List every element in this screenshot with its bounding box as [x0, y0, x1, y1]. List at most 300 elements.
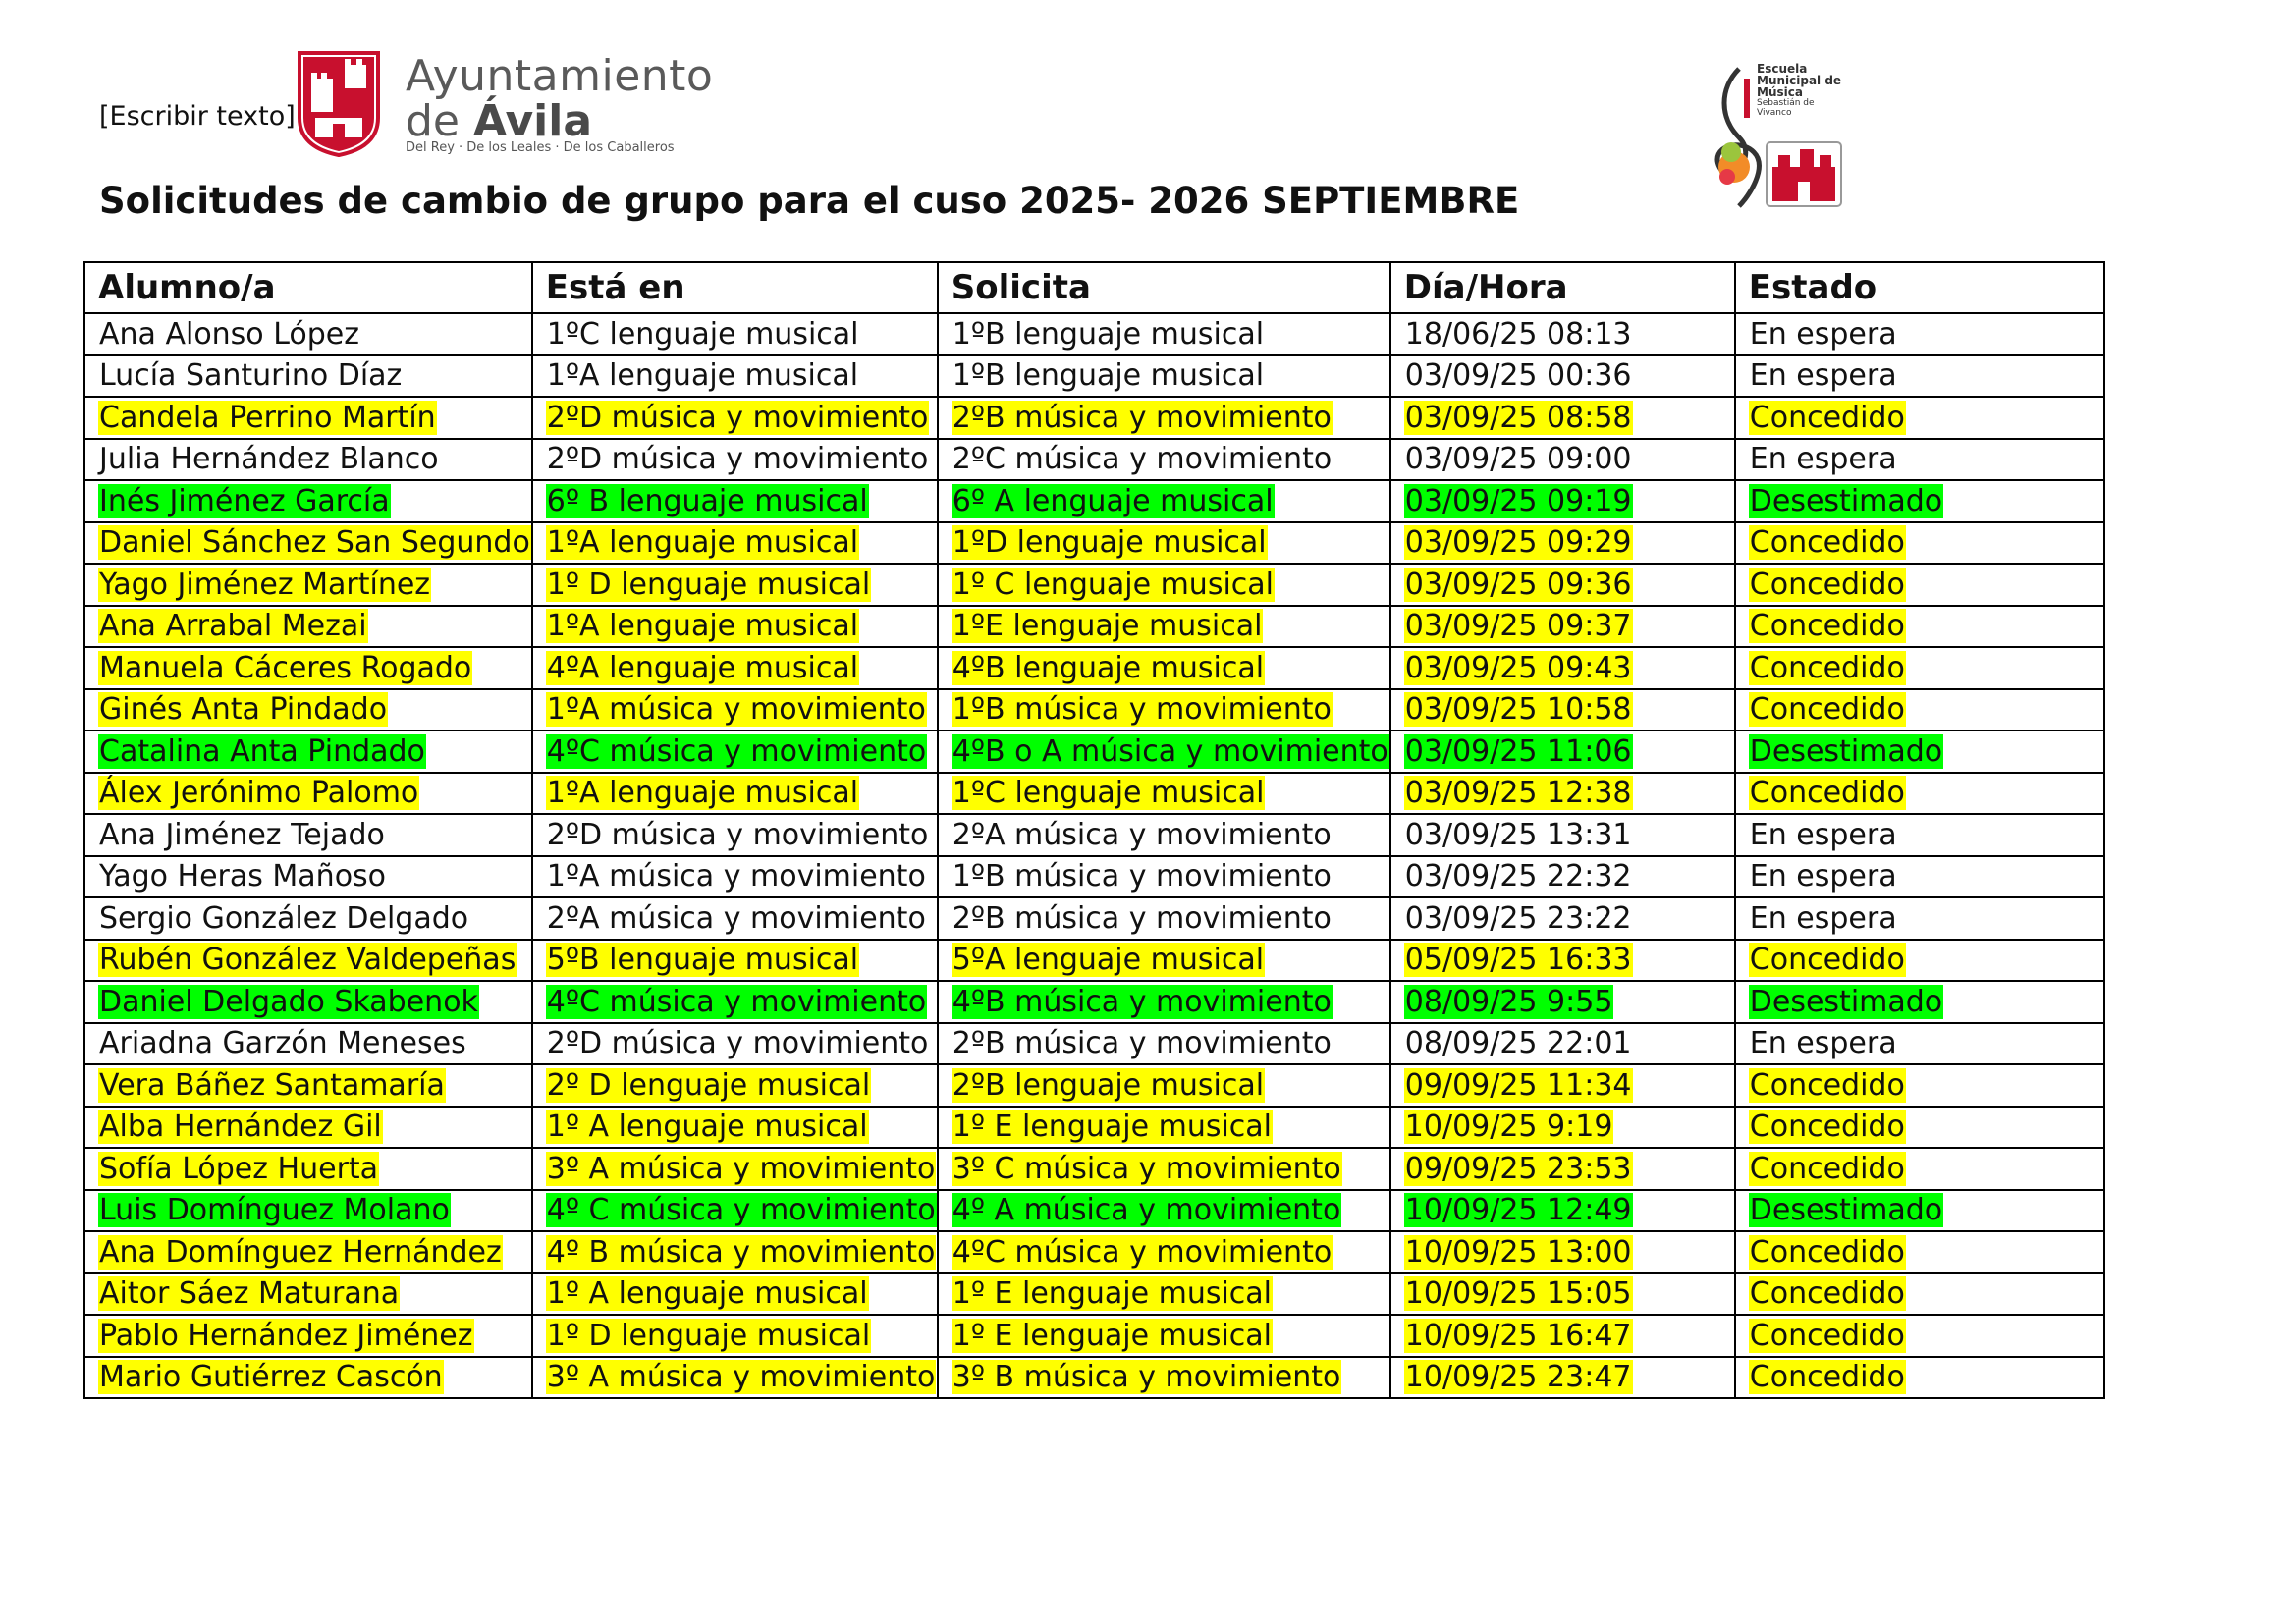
alumno-cell-text: Lucía Santurino Díaz: [99, 358, 403, 394]
dia-hora-cell-text: 03/09/25 09:36: [1404, 567, 1632, 602]
dia-hora-cell: [1390, 940, 1735, 982]
table-row: [84, 814, 2104, 856]
column-header-esta-en: Está en: [532, 262, 938, 313]
estado-cell: [1735, 355, 2104, 398]
estado-cell-text: En espera: [1749, 900, 1897, 936]
estado-cell: [1735, 689, 2104, 731]
dia-hora-cell-text: 10/09/25 9:19: [1404, 1110, 1613, 1145]
alumno-cell-text: Daniel Delgado Skabenok: [99, 984, 478, 1019]
estado-cell-text: Concedido: [1749, 1110, 1905, 1145]
column-header-dia-hora: Día/Hora: [1390, 262, 1735, 313]
estado-cell-text: Desestimado: [1749, 984, 1943, 1019]
solicita-cell: [938, 814, 1390, 856]
alumno-cell: [84, 773, 532, 815]
solicita-cell-text: 2ºC música y movimiento: [952, 442, 1333, 477]
esta-en-cell: [532, 313, 938, 355]
dia-hora-cell: [1390, 1107, 1735, 1149]
esta-en-cell: [532, 606, 938, 648]
estado-cell-text: Concedido: [1749, 1276, 1905, 1312]
alumno-cell: [84, 480, 532, 522]
alumno-cell-text: Manuela Cáceres Rogado: [99, 650, 472, 685]
solicitudes-table: [83, 261, 2105, 1399]
esta-en-cell: [532, 1107, 938, 1149]
estado-cell: [1735, 313, 2104, 355]
estado-cell: [1735, 1315, 2104, 1357]
solicita-cell-text: 4ºB música y movimiento: [952, 984, 1332, 1019]
alumno-cell: [84, 1107, 532, 1149]
esta-en-cell: [532, 1190, 938, 1232]
table-row: [84, 1357, 2104, 1399]
estado-cell: [1735, 1023, 2104, 1065]
esta-en-cell-text: 1ºA lenguaje musical: [546, 776, 859, 811]
dia-hora-cell-text: 08/09/25 22:01: [1404, 1026, 1632, 1061]
ayuntamiento-logo: [296, 49, 714, 159]
dia-hora-cell-text: 03/09/25 09:19: [1404, 483, 1632, 518]
esta-en-cell-text: 2ºD música y movimiento: [546, 1026, 929, 1061]
solicita-cell: [938, 439, 1390, 481]
alumno-cell: [84, 1315, 532, 1357]
estado-cell: [1735, 1190, 2104, 1232]
esta-en-cell-text: 2ºA música y movimiento: [546, 900, 926, 936]
esta-en-cell: [532, 773, 938, 815]
alumno-cell-text: Sofía López Huerta: [99, 1151, 379, 1186]
alumno-cell-text: Candela Perrino Martín: [99, 400, 436, 435]
alumno-cell-text: Pablo Hernández Jiménez: [99, 1318, 473, 1353]
estado-cell-text: En espera: [1749, 859, 1897, 894]
esta-en-cell: [532, 1231, 938, 1273]
ayuntamiento-city-prefix: de: [406, 96, 473, 146]
column-header-estado: Estado: [1735, 262, 2104, 313]
solicita-cell-text: 1ºC lenguaje musical: [952, 776, 1265, 811]
solicita-cell-text: 1ºB música y movimiento: [952, 692, 1332, 728]
alumno-cell: [84, 940, 532, 982]
escuela-line1: Escuela: [1757, 62, 1808, 76]
alumno-cell-text: Ana Jiménez Tejado: [99, 817, 385, 852]
ayuntamiento-city-name: Ávila: [473, 96, 593, 146]
estado-cell: [1735, 480, 2104, 522]
alumno-cell-text: Inés Jiménez García: [99, 483, 390, 518]
table-row: [84, 1064, 2104, 1107]
alumno-cell: [84, 689, 532, 731]
dia-hora-cell-text: 10/09/25 23:47: [1404, 1360, 1632, 1395]
dia-hora-cell: [1390, 689, 1735, 731]
estado-cell: [1735, 397, 2104, 439]
esta-en-cell: [532, 814, 938, 856]
esta-en-cell: [532, 480, 938, 522]
solicita-cell: [938, 1357, 1390, 1399]
esta-en-cell: [532, 689, 938, 731]
table-row: [84, 981, 2104, 1023]
table-row: [84, 1315, 2104, 1357]
solicita-cell-text: 1ºB lenguaje musical: [952, 316, 1265, 352]
alumno-cell-text: Álex Jerónimo Palomo: [99, 776, 419, 811]
dia-hora-cell: [1390, 1064, 1735, 1107]
alumno-cell: [84, 1148, 532, 1190]
esta-en-cell: [532, 397, 938, 439]
estado-cell-text: Concedido: [1749, 1151, 1905, 1186]
solicita-cell-text: 4ºB o A música y movimiento: [952, 733, 1388, 769]
alumno-cell: [84, 397, 532, 439]
dia-hora-cell-text: 10/09/25 15:05: [1404, 1276, 1632, 1312]
alumno-cell-text: Aitor Sáez Maturana: [99, 1276, 400, 1312]
dia-hora-cell: [1390, 897, 1735, 940]
esta-en-cell-text: 1º D lenguaje musical: [546, 1318, 871, 1353]
solicita-cell: [938, 1273, 1390, 1316]
esta-en-cell-text: 1ºA lenguaje musical: [546, 609, 859, 644]
dia-hora-cell-text: 05/09/25 16:33: [1404, 943, 1632, 978]
dia-hora-cell: [1390, 773, 1735, 815]
dia-hora-cell: [1390, 606, 1735, 648]
dia-hora-cell: [1390, 355, 1735, 398]
table-row: [84, 355, 2104, 398]
estado-cell-text: Concedido: [1749, 1067, 1905, 1103]
esta-en-cell-text: 1ºA lenguaje musical: [546, 525, 859, 561]
estado-cell: [1735, 773, 2104, 815]
estado-cell-text: Desestimado: [1749, 1193, 1943, 1228]
esta-en-cell-text: 1º A lenguaje musical: [546, 1276, 868, 1312]
estado-cell: [1735, 564, 2104, 606]
estado-cell-text: En espera: [1749, 1026, 1897, 1061]
dia-hora-cell-text: 03/09/25 09:29: [1404, 525, 1632, 561]
alumno-cell: [84, 522, 532, 565]
table-row: [84, 940, 2104, 982]
estado-cell-text: En espera: [1749, 358, 1897, 394]
dia-hora-cell: [1390, 647, 1735, 689]
dia-hora-cell-text: 03/09/25 12:38: [1404, 776, 1632, 811]
dia-hora-cell: [1390, 1231, 1735, 1273]
esta-en-cell-text: 1ºA lenguaje musical: [546, 358, 859, 394]
estado-cell: [1735, 1273, 2104, 1316]
esta-en-cell: [532, 355, 938, 398]
table-row: [84, 647, 2104, 689]
estado-cell-text: Concedido: [1749, 1360, 1905, 1395]
solicita-cell: [938, 397, 1390, 439]
solicita-cell: [938, 313, 1390, 355]
table-row: [84, 606, 2104, 648]
esta-en-cell: [532, 564, 938, 606]
alumno-cell-text: Catalina Anta Pindado: [99, 733, 425, 769]
dia-hora-cell: [1390, 1273, 1735, 1316]
solicita-cell-text: 2ºB música y movimiento: [952, 1026, 1332, 1061]
dia-hora-cell: [1390, 731, 1735, 773]
esta-en-cell: [532, 856, 938, 898]
alumno-cell-text: Daniel Sánchez San Segundo: [99, 525, 530, 561]
estado-cell-text: Concedido: [1749, 1234, 1905, 1270]
solicita-cell: [938, 856, 1390, 898]
dia-hora-cell: [1390, 1023, 1735, 1065]
dia-hora-cell-text: 10/09/25 12:49: [1404, 1193, 1632, 1228]
alumno-cell: [84, 439, 532, 481]
escuela-line5: Vivanco: [1757, 108, 1792, 118]
dia-hora-cell-text: 03/09/25 09:00: [1404, 442, 1632, 477]
solicita-cell: [938, 355, 1390, 398]
table-row: [84, 564, 2104, 606]
esta-en-cell: [532, 981, 938, 1023]
placeholder-text: [Escribir texto]: [99, 101, 296, 132]
esta-en-cell-text: 5ºB lenguaje musical: [546, 943, 859, 978]
estado-cell: [1735, 439, 2104, 481]
alumno-cell: [84, 355, 532, 398]
alumno-cell: [84, 313, 532, 355]
table-row: [84, 1190, 2104, 1232]
solicita-cell: [938, 647, 1390, 689]
alumno-cell-text: Yago Heras Mañoso: [99, 859, 387, 894]
table-row: [84, 1023, 2104, 1065]
estado-cell: [1735, 814, 2104, 856]
solicita-cell-text: 1ºD lenguaje musical: [952, 525, 1267, 561]
table-row: [84, 480, 2104, 522]
table-row: [84, 1231, 2104, 1273]
dia-hora-cell-text: 10/09/25 16:47: [1404, 1318, 1632, 1353]
esta-en-cell: [532, 940, 938, 982]
solicita-cell-text: 3º C música y movimiento: [952, 1151, 1341, 1186]
alumno-cell: [84, 1023, 532, 1065]
solicita-cell: [938, 1315, 1390, 1357]
estado-cell-text: Concedido: [1749, 609, 1905, 644]
column-header-solicita: Solicita: [938, 262, 1390, 313]
estado-cell-text: Concedido: [1749, 1318, 1905, 1353]
alumno-cell: [84, 731, 532, 773]
dia-hora-cell-text: 18/06/25 08:13: [1404, 316, 1632, 352]
solicita-cell-text: 3º B música y movimiento: [952, 1360, 1341, 1395]
alumno-cell: [84, 1064, 532, 1107]
alumno-cell-text: Ariadna Garzón Meneses: [99, 1026, 466, 1061]
dia-hora-cell: [1390, 480, 1735, 522]
esta-en-cell: [532, 1023, 938, 1065]
table-row: [84, 1148, 2104, 1190]
estado-cell: [1735, 981, 2104, 1023]
dia-hora-cell: [1390, 981, 1735, 1023]
solicita-cell-text: 2ºB música y movimiento: [952, 900, 1332, 936]
estado-cell-text: En espera: [1749, 817, 1897, 852]
table-row: [84, 397, 2104, 439]
estado-cell-text: Concedido: [1749, 776, 1905, 811]
alumno-cell-text: Ana Domínguez Hernández: [99, 1234, 502, 1270]
esta-en-cell-text: 4ºC música y movimiento: [546, 984, 927, 1019]
estado-cell-text: Concedido: [1749, 650, 1905, 685]
escuela-line2: Municipal de: [1757, 74, 1842, 87]
escuela-name: [1757, 63, 1841, 118]
esta-en-cell-text: 2ºD música y movimiento: [546, 400, 929, 435]
table-row: [84, 773, 2104, 815]
esta-en-cell-text: 3º A música y movimiento: [546, 1151, 936, 1186]
estado-cell-text: Desestimado: [1749, 733, 1943, 769]
estado-cell: [1735, 1357, 2104, 1399]
esta-en-cell-text: 1º D lenguaje musical: [546, 567, 871, 602]
esta-en-cell-text: 4ºA lenguaje musical: [546, 650, 859, 685]
escuela-line3: Música: [1757, 85, 1803, 99]
estado-cell: [1735, 856, 2104, 898]
dia-hora-cell-text: 10/09/25 13:00: [1404, 1234, 1632, 1270]
ayuntamiento-name: Ayuntamiento: [406, 51, 714, 101]
estado-cell: [1735, 606, 2104, 648]
esta-en-cell: [532, 731, 938, 773]
solicita-cell: [938, 480, 1390, 522]
dia-hora-cell-text: 03/09/25 13:31: [1404, 817, 1632, 852]
solicita-cell-text: 4ºC música y movimiento: [952, 1234, 1333, 1270]
solicita-cell-text: 1ºB lenguaje musical: [952, 358, 1265, 394]
estado-cell: [1735, 1107, 2104, 1149]
solicita-cell-text: 2ºB lenguaje musical: [952, 1067, 1265, 1103]
table-row: [84, 1273, 2104, 1316]
escuela-line4: Sebastián de: [1757, 98, 1815, 108]
alumno-cell-text: Yago Jiménez Martínez: [99, 567, 431, 602]
escuela-logo: [1710, 59, 1847, 221]
dia-hora-cell-text: 03/09/25 23:22: [1404, 900, 1632, 936]
ayuntamiento-shield-icon: [296, 49, 382, 157]
alumno-cell-text: Alba Hernández Gil: [99, 1110, 382, 1145]
dia-hora-cell-text: 03/09/25 09:43: [1404, 650, 1632, 685]
table-row: [84, 897, 2104, 940]
esta-en-cell-text: 6º B lenguaje musical: [546, 483, 868, 518]
solicita-cell: [938, 897, 1390, 940]
table-row: [84, 1107, 2104, 1149]
solicita-cell: [938, 981, 1390, 1023]
alumno-cell-text: Luis Domínguez Molano: [99, 1193, 450, 1228]
estado-cell-text: Concedido: [1749, 567, 1905, 602]
alumno-cell-text: Ana Alonso López: [99, 316, 359, 352]
solicita-cell-text: 1º E lenguaje musical: [952, 1318, 1273, 1353]
solicita-cell: [938, 1107, 1390, 1149]
solicita-cell-text: 1º E lenguaje musical: [952, 1110, 1273, 1145]
estado-cell-text: En espera: [1749, 316, 1897, 352]
table-row: [84, 439, 2104, 481]
alumno-cell: [84, 856, 532, 898]
estado-cell: [1735, 731, 2104, 773]
solicita-cell: [938, 564, 1390, 606]
estado-cell: [1735, 1231, 2104, 1273]
solicita-cell: [938, 731, 1390, 773]
alumno-cell: [84, 606, 532, 648]
solicita-cell-text: 2ºB música y movimiento: [952, 400, 1332, 435]
estado-cell-text: Concedido: [1749, 400, 1905, 435]
esta-en-cell-text: 2º D lenguaje musical: [546, 1067, 871, 1103]
table-row: [84, 689, 2104, 731]
esta-en-cell-text: 1ºA música y movimiento: [546, 692, 926, 728]
solicita-cell-text: 1º E lenguaje musical: [952, 1276, 1273, 1312]
dia-hora-cell-text: 09/09/25 23:53: [1404, 1151, 1632, 1186]
solicita-cell: [938, 1190, 1390, 1232]
esta-en-cell: [532, 522, 938, 565]
dia-hora-cell: [1390, 856, 1735, 898]
estado-cell: [1735, 897, 2104, 940]
dia-hora-cell: [1390, 397, 1735, 439]
esta-en-cell-text: 1ºA música y movimiento: [546, 859, 926, 894]
alumno-cell-text: Sergio González Delgado: [99, 900, 469, 936]
esta-en-cell: [532, 1357, 938, 1399]
table-body: [84, 313, 2104, 1398]
dia-hora-cell-text: 08/09/25 9:55: [1404, 984, 1613, 1019]
dia-hora-cell-text: 03/09/25 08:58: [1404, 400, 1632, 435]
solicita-cell-text: 6º A lenguaje musical: [952, 483, 1274, 518]
alumno-cell: [84, 564, 532, 606]
page-title: Solicitudes de cambio de grupo para el cuso 2025- 2026 SEPTIEMBRE: [99, 180, 1520, 222]
table-row: [84, 856, 2104, 898]
estado-cell: [1735, 1148, 2104, 1190]
alumno-cell-text: Ginés Anta Pindado: [99, 692, 388, 728]
solicita-cell-text: 5ºA lenguaje musical: [952, 943, 1265, 978]
estado-cell: [1735, 940, 2104, 982]
esta-en-cell: [532, 1148, 938, 1190]
solicita-cell: [938, 940, 1390, 982]
alumno-cell: [84, 1231, 532, 1273]
ayuntamiento-city: [406, 96, 592, 146]
dia-hora-cell: [1390, 1148, 1735, 1190]
solicita-cell: [938, 1148, 1390, 1190]
dia-hora-cell: [1390, 439, 1735, 481]
alumno-cell-text: Ana Arrabal Mezai: [99, 609, 367, 644]
alumno-cell: [84, 981, 532, 1023]
esta-en-cell-text: 2ºD música y movimiento: [546, 442, 929, 477]
alumno-cell: [84, 1190, 532, 1232]
esta-en-cell-text: 4º B música y movimiento: [546, 1234, 936, 1270]
dia-hora-cell: [1390, 313, 1735, 355]
ayuntamiento-motto: Del Rey · De los Leales · De los Caballeros: [406, 140, 675, 155]
solicita-cell: [938, 1023, 1390, 1065]
esta-en-cell-text: 2ºD música y movimiento: [546, 817, 929, 852]
dia-hora-cell-text: 09/09/25 11:34: [1404, 1067, 1632, 1103]
solicita-cell: [938, 1231, 1390, 1273]
esta-en-cell-text: 4ºC música y movimiento: [546, 733, 927, 769]
estado-cell: [1735, 647, 2104, 689]
dia-hora-cell: [1390, 1357, 1735, 1399]
esta-en-cell: [532, 1064, 938, 1107]
dia-hora-cell-text: 03/09/25 10:58: [1404, 692, 1632, 728]
esta-en-cell-text: 4º C música y movimiento: [546, 1193, 936, 1228]
estado-cell: [1735, 522, 2104, 565]
table-row: [84, 731, 2104, 773]
alumno-cell: [84, 1273, 532, 1316]
esta-en-cell: [532, 897, 938, 940]
solicita-cell: [938, 606, 1390, 648]
dia-hora-cell: [1390, 814, 1735, 856]
dia-hora-cell-text: 03/09/25 09:37: [1404, 609, 1632, 644]
alumno-cell: [84, 1357, 532, 1399]
table-row: [84, 522, 2104, 565]
solicita-cell-text: 1ºB música y movimiento: [952, 859, 1332, 894]
alumno-cell: [84, 647, 532, 689]
alumno-cell: [84, 897, 532, 940]
solicita-cell: [938, 773, 1390, 815]
solicita-cell: [938, 522, 1390, 565]
solicita-cell-text: 1ºE lenguaje musical: [952, 609, 1263, 644]
table-row: [84, 313, 2104, 355]
esta-en-cell-text: 3º A música y movimiento: [546, 1360, 936, 1395]
alumno-cell: [84, 814, 532, 856]
dia-hora-cell-text: 03/09/25 22:32: [1404, 859, 1632, 894]
alumno-cell-text: Julia Hernández Blanco: [99, 442, 439, 477]
esta-en-cell-text: 1º A lenguaje musical: [546, 1110, 868, 1145]
alumno-cell-text: Rubén González Valdepeñas: [99, 943, 517, 978]
alumno-cell-text: Vera Báñez Santamaría: [99, 1067, 445, 1103]
dia-hora-cell: [1390, 1315, 1735, 1357]
dia-hora-cell: [1390, 522, 1735, 565]
estado-cell-text: Desestimado: [1749, 483, 1943, 518]
dia-hora-cell: [1390, 1190, 1735, 1232]
esta-en-cell: [532, 1315, 938, 1357]
solicita-cell-text: 4º A música y movimiento: [952, 1193, 1341, 1228]
estado-cell: [1735, 1064, 2104, 1107]
solicita-cell: [938, 689, 1390, 731]
esta-en-cell: [532, 439, 938, 481]
column-header-alumno: Alumno/a: [84, 262, 532, 313]
dia-hora-cell-text: 03/09/25 00:36: [1404, 358, 1632, 394]
solicita-cell-text: 4ºB lenguaje musical: [952, 650, 1265, 685]
solicita-cell-text: 1º C lenguaje musical: [952, 567, 1274, 602]
dia-hora-cell-text: 03/09/25 11:06: [1404, 733, 1632, 769]
esta-en-cell-text: 1ºC lenguaje musical: [546, 316, 859, 352]
esta-en-cell: [532, 647, 938, 689]
